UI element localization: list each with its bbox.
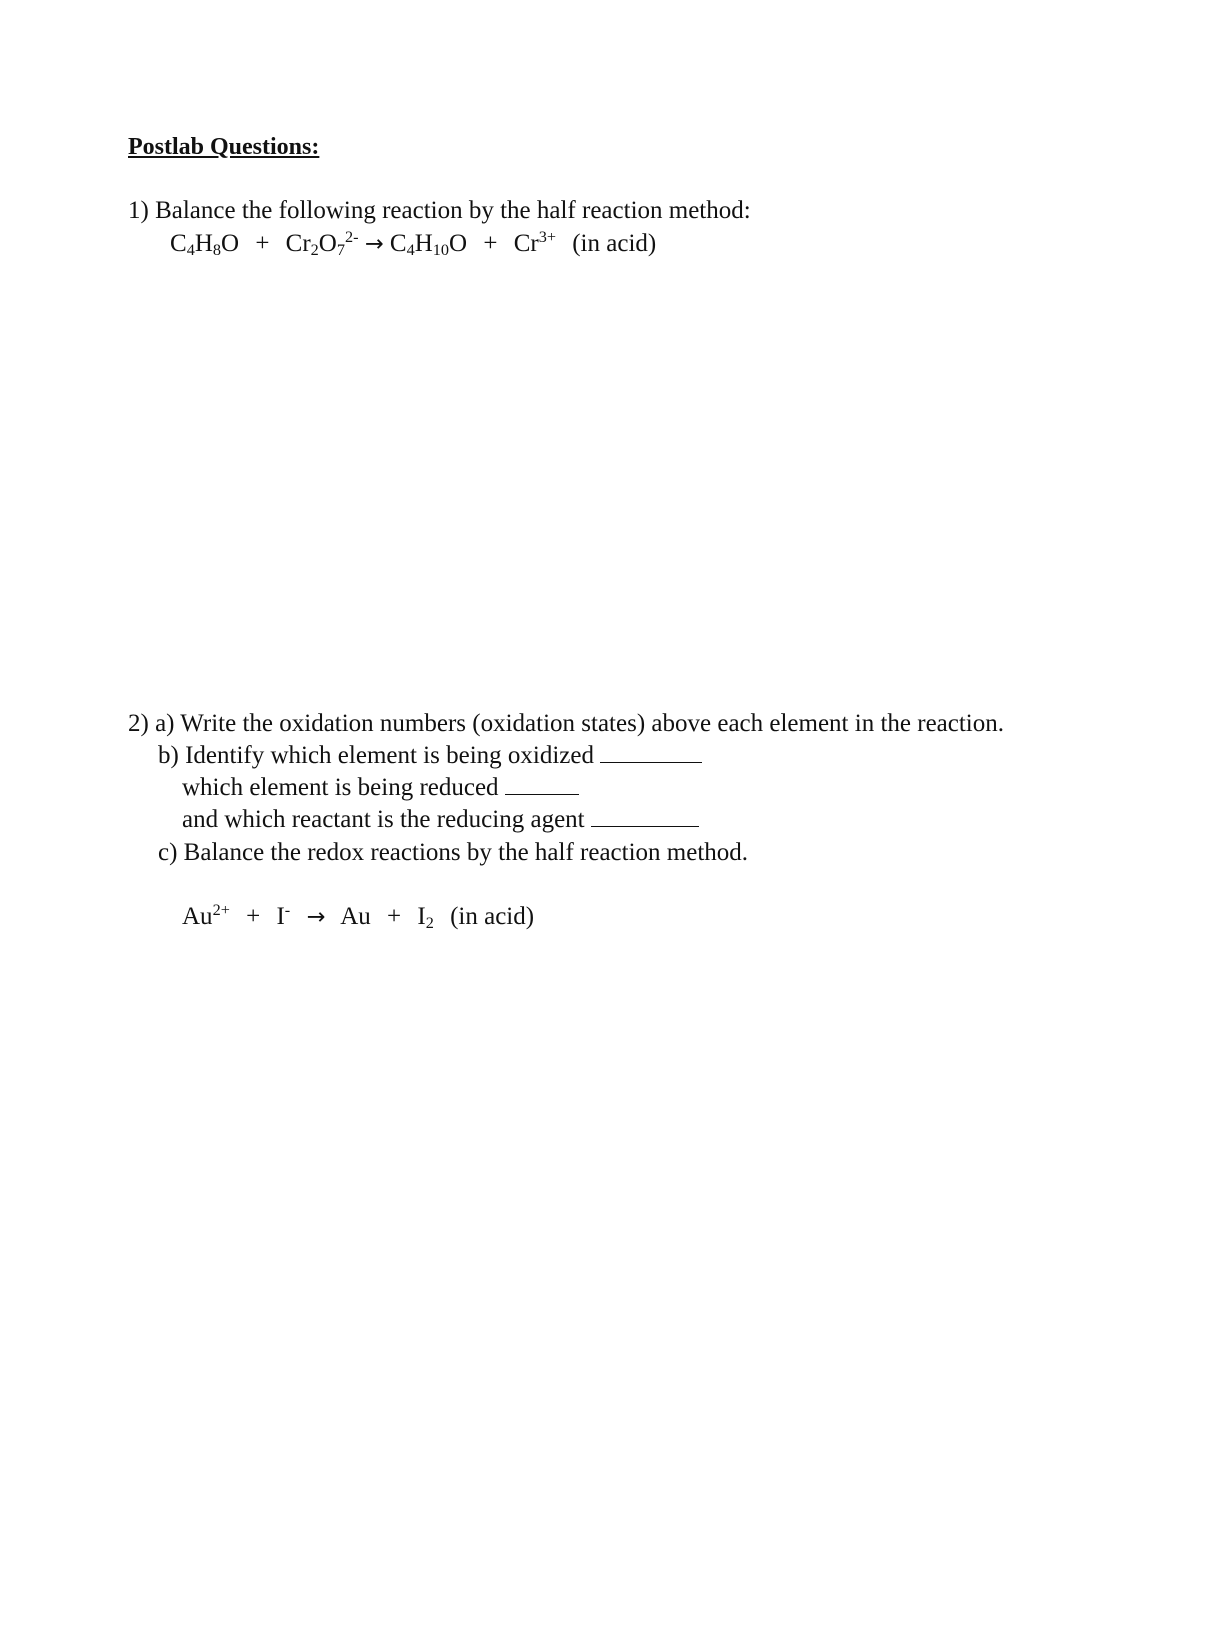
- product-c4h10o: $C_4H_{10}O$: [389, 230, 468, 260]
- question-2-equation: [182, 902, 534, 932]
- plus-sign: +: [255, 230, 270, 257]
- reaction-condition: (in acid): [450, 903, 535, 930]
- oxidized-answer-blank[interactable]: [600, 744, 702, 763]
- plus-sign: +: [387, 903, 402, 930]
- page-title: Postlab Questions:: [128, 134, 320, 160]
- plus-sign: +: [483, 230, 498, 257]
- product-iodine: $I_2$: [417, 903, 434, 933]
- product-chromium-ion: $Cr^{3+}$: [513, 228, 556, 257]
- reducing-agent-answer-blank[interactable]: [591, 808, 699, 827]
- question-2b-reducing-agent: [182, 805, 699, 835]
- question-2c: c) Balance the redox reactions by the half reaction method.: [158, 839, 749, 866]
- reaction-arrow: →: [364, 231, 384, 257]
- question-2b-reduced-text: which element is being reduced: [182, 774, 499, 801]
- plus-sign: +: [246, 903, 261, 930]
- question-1-prompt: 1) Balance the following reaction by the half reaction method:: [128, 197, 751, 224]
- question-2b-reduced: [182, 773, 579, 803]
- question-2b-text: b) Identify which element is being oxidized: [158, 742, 594, 769]
- product-gold: Au: [340, 903, 371, 930]
- question-2b: [158, 741, 702, 771]
- reaction-condition: (in acid): [572, 230, 657, 257]
- question-1-equation: [170, 229, 656, 259]
- reduced-answer-blank[interactable]: [505, 776, 579, 795]
- reactant-iodide: I-: [276, 901, 291, 930]
- question-2a: 2) a) Write the oxidation numbers (oxidation states) above each element in the reaction.: [128, 710, 1005, 737]
- question-2b-reducing-agent-text: and which reactant is the reducing agent: [182, 806, 585, 833]
- reactant-c4h8o: $C_4H_8O$: [170, 230, 240, 260]
- reaction-arrow: →: [306, 904, 326, 930]
- reactant-dichromate: $Cr_2O_7^{2-}$: [285, 228, 359, 260]
- reactant-gold-ion: $Au^{2+}$: [182, 901, 230, 930]
